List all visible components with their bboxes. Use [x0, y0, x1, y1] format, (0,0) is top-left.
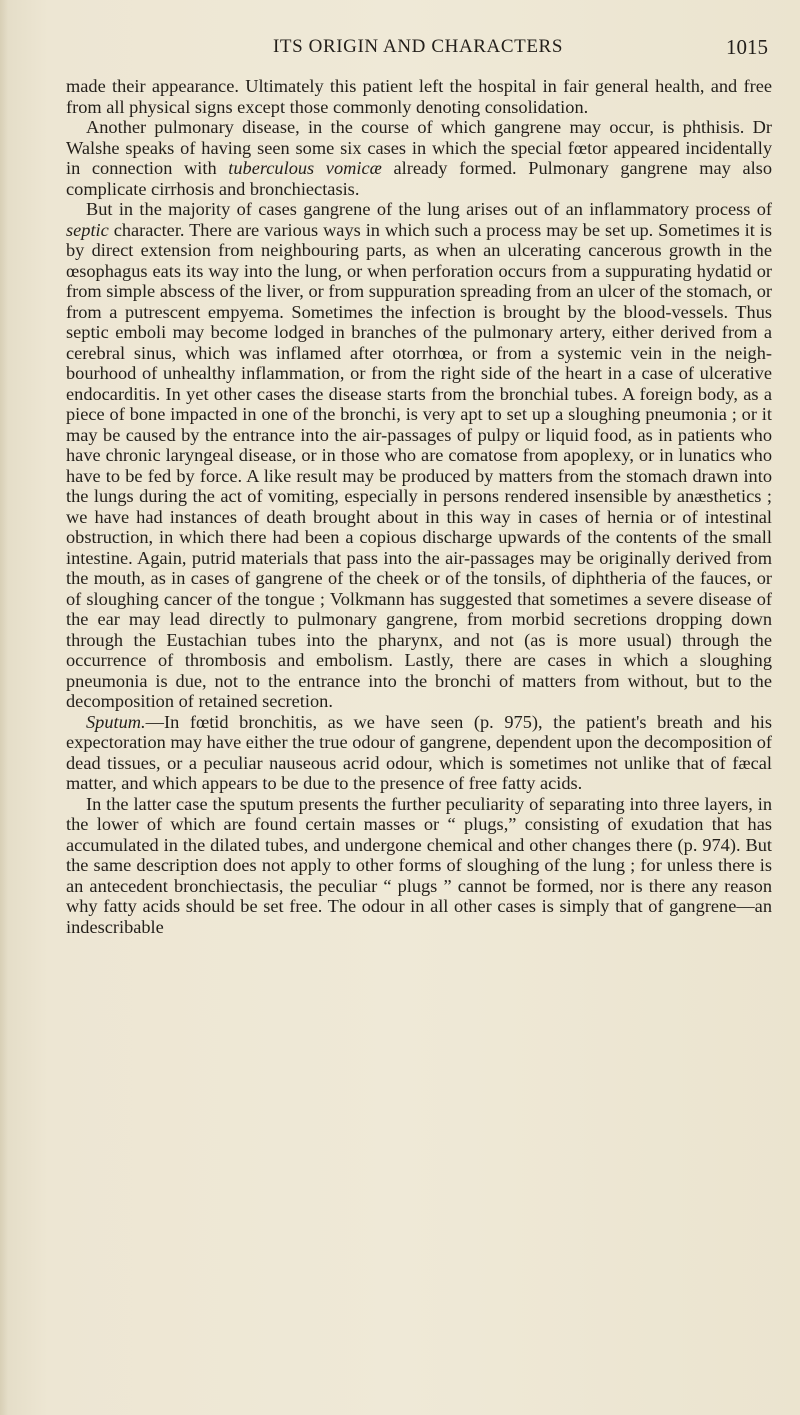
- paragraph: [66, 117, 772, 199]
- paragraph-text: character. There are various ways in which such a process may be set up. Sometimes it is by direct extension from neighbouring parts, as when an ulcerating cancerous growth in the œsophagus eats its way into the lung, or when perforation occurs from a suppurating hydatid or from simple abscess of the liver, or from suppuration spreading from an ulcer of the stomach, or from a putrescent empyema. Sometimes the infection is brought by the blood-vessels. Thus septic emboli may become lodged in branches of the pulmonary artery, either derived from a cerebral sinus, which was inflamed after otorrhœa, or from a systemic vein in the neighbourhood of unhealthy inflammation, or from the right side of the heart in a case of ulcerative endocarditis. In yet other cases the disease starts from the bronchial tubes. A foreign body, as a piece of bone impacted in one of the bronchi, is very apt to set up a sloughing pneumonia ; or it may be caused by the entrance into the air-passages of pulpy or liquid food, as in patients who have chronic laryngeal disease, or in those who are comatose from apoplexy, or in lunatics who have to be fed by force. A like result may be produced by matters from the stomach drawn into the lungs during the act of vomiting, especially in persons rendered insensible by anæsthetics ; we have had instances of death brought about in this way in cases of hernia or of intestinal obstruction, in which there had been a copious discharge upwards of the contents of the small intestine. Again, putrid materials that pass into the air-passages may be originally derived from the mouth, as in cases of gangrene of the cheek or of the tonsils, of diphtheria of the fauces, or of sloughing cancer of the tongue ; Volkmann has suggested that sometimes a severe disease of the ear may lead directly to pulmonary gangrene, from morbid secretions dropping down through the Eustachian tubes into the pharynx, and not (as is more usual) through the occurrence of thrombosis and embolism. Lastly, there are cases in which a sloughing pneumonia is due, not to the entrance into the bronchi of matters from without, but to the decomposition of retained secretion.: [66, 219, 772, 711]
- italic-text: Sputum.: [86, 711, 146, 732]
- paragraph-text: In the latter case the sputum presents the further peculiarity of separating into three layers, in the lower of which are found certain masses or “ plugs,” consisting of exudation that has accumulated in the dilated tubes, and undergone chemical and other changes there (p. 974). But the same description does not apply to other forms of sloughing of the lung ; for unless there is an antecedent bronchiectasis, the peculiar “ plugs ” cannot be formed, nor is there any reason why fatty acids should be set free. The odour in all other cases is simply that of gangrene—an indescribable: [66, 793, 772, 937]
- paragraph: [66, 794, 772, 938]
- paragraph: [66, 199, 772, 712]
- italic-text: septic: [66, 219, 109, 240]
- paragraph: [66, 76, 772, 117]
- page-gutter-shadow: [0, 0, 8, 1415]
- paragraph-text: made their appearance. Ultimately this patient left the hospital in fair general health, and free from all physical signs except those commonly denoting consolidation.: [66, 76, 772, 117]
- page-number: 1015: [726, 35, 768, 59]
- paragraph-text: But in the majority of cases gangrene of the lung arises out of an inflammatory process of: [86, 199, 772, 219]
- italic-text: tuberculous vomicæ: [228, 158, 382, 178]
- paragraph: [66, 712, 772, 794]
- page-header: [68, 36, 768, 66]
- paragraph-text: already formed. Pulmonary gangrene may also complicate cirrhosis and bronchiectasis.: [66, 158, 772, 199]
- body-text: [66, 76, 772, 937]
- paragraph-text: Another pulmonary disease, in the course of which gangrene may occur, is phthisis. Dr Walshe speaks of having seen some six cases in which the special fœtor appeared incidentally in connection with: [66, 117, 772, 178]
- running-title: ITS ORIGIN AND CHARACTERS: [273, 36, 563, 57]
- paragraph-text: —In fœtid bronchitis, as we have seen (p. 975), the patient's breath and his expectoration may have either the true odour of gangrene, dependent upon the decomposition of dead tissues, or a peculiar nauseous acrid odour, which is sometimes not unlike that of fæcal matter, and which appears to be due to the presence of free fatty acids.: [66, 711, 772, 793]
